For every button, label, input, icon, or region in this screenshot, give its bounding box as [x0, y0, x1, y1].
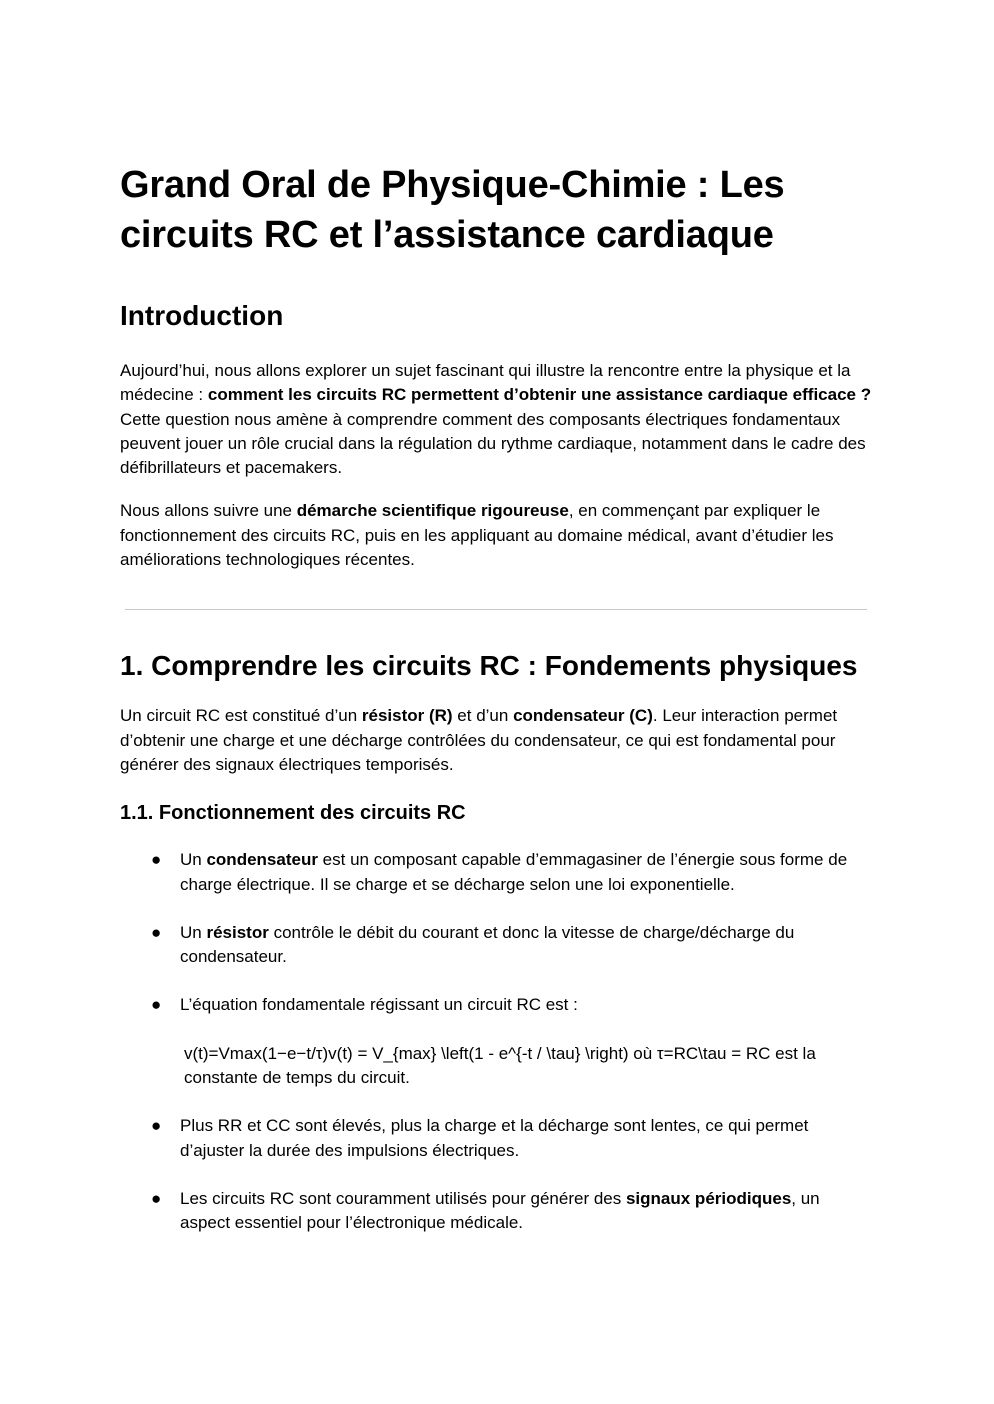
list-item — [120, 993, 872, 1090]
subsection-1-1-heading: 1.1. Fonctionnement des circuits RC — [120, 802, 466, 825]
document-page — [120, 160, 872, 1260]
section-1-paragraph — [120, 704, 872, 777]
introduction-paragraph-2 — [120, 499, 872, 572]
list-item-text-post: est un composant capable d’emmagasiner de l’énergie sous forme de charge électrique. Il se charge et se décharge selon une loi exponentielle. — [180, 850, 848, 894]
s1-bold-condensateur: condensateur (C) — [513, 706, 653, 726]
s1-text-1: Un circuit RC est constitué d’un — [120, 706, 362, 726]
list-item — [120, 1187, 872, 1236]
intro-p2-text-2: , en commençant par expliquer le fonctionnement des circuits RC, puis en les appliquant au domaine médical, avant d’étudier les améliorations technologiques récentes. — [120, 501, 834, 570]
bullet-icon: ● — [151, 922, 162, 942]
s1-bold-resistor: résistor (R) — [361, 706, 453, 726]
s1-text-3: . Leur interaction permet d’obtenir une charge et une décharge contrôlées du condensateur, ce qui est fondamental pour générer des signaux électriques temporisés. — [120, 706, 838, 774]
bullet-icon: ● — [151, 1188, 162, 1208]
bullet-icon: ● — [151, 995, 162, 1015]
introduction-heading: Introduction — [120, 300, 284, 331]
horizontal-divider — [125, 609, 867, 610]
list-item-text: L’équation fondamentale régissant un circuit RC est : — [180, 995, 578, 1015]
intro-p2-text-1: Nous allons suivre une — [120, 501, 297, 521]
list-item-bold: signaux périodiques — [625, 1188, 792, 1208]
list-item-bold: résistor — [206, 922, 269, 942]
section-1-heading: 1. Comprendre les circuits RC : Fondements physiques — [120, 650, 858, 682]
intro-p1-text-1: Aujourd’hui, nous allons explorer un sujet fascinant qui illustre la rencontre entre la physique et la médecine : — [120, 361, 851, 405]
list-item-text-pre: Un — [180, 922, 207, 942]
s1-text-2: et d’un — [452, 706, 514, 726]
bullet-list — [120, 848, 872, 1235]
list-item — [120, 848, 872, 897]
document-title: Grand Oral de Physique-Chimie : Les circuits RC et l’assistance cardiaque — [120, 164, 785, 256]
intro-p1-bold-question: comment les circuits RC permettent d’obtenir une assistance cardiaque efficace ? — [207, 385, 872, 405]
bullet-icon: ● — [151, 850, 162, 870]
intro-p2-bold: démarche scientifique rigoureuse — [296, 501, 569, 521]
list-item — [120, 921, 872, 970]
list-item — [120, 1114, 872, 1163]
list-item-text-post: contrôle le débit du courant et donc la vitesse de charge/décharge du condensateur. — [180, 922, 795, 967]
intro-p1-text-2: Cette question nous amène à comprendre comment des composants électriques fondamentaux peuvent jouer un rôle crucial dans la régulation du rythme cardiaque, notamment dans le cadre des défibrillateurs et pacemakers. — [120, 409, 866, 478]
list-item-text-post: , un aspect essentiel pour l’électronique médicale. — [180, 1188, 820, 1233]
introduction-paragraph-1 — [120, 359, 872, 480]
list-item-text: Plus RR et CC sont élevés, plus la charge et la décharge sont lentes, ce qui permet d’ajuster la durée des impulsions électriques. — [180, 1116, 809, 1160]
rc-equation: v(t)=Vmax(1−e−t/τ)v(t) = V_{max} \left(1 - e^{-t / \tau} \right) où τ=RC\tau = RC est la constante de temps du circuit. — [184, 1043, 816, 1088]
list-item-text-pre: Les circuits RC sont couramment utilisés pour générer des — [180, 1188, 626, 1208]
bullet-icon: ● — [151, 1116, 162, 1136]
list-item-bold: condensateur — [206, 850, 318, 870]
list-item-text-pre: Un — [180, 850, 207, 870]
